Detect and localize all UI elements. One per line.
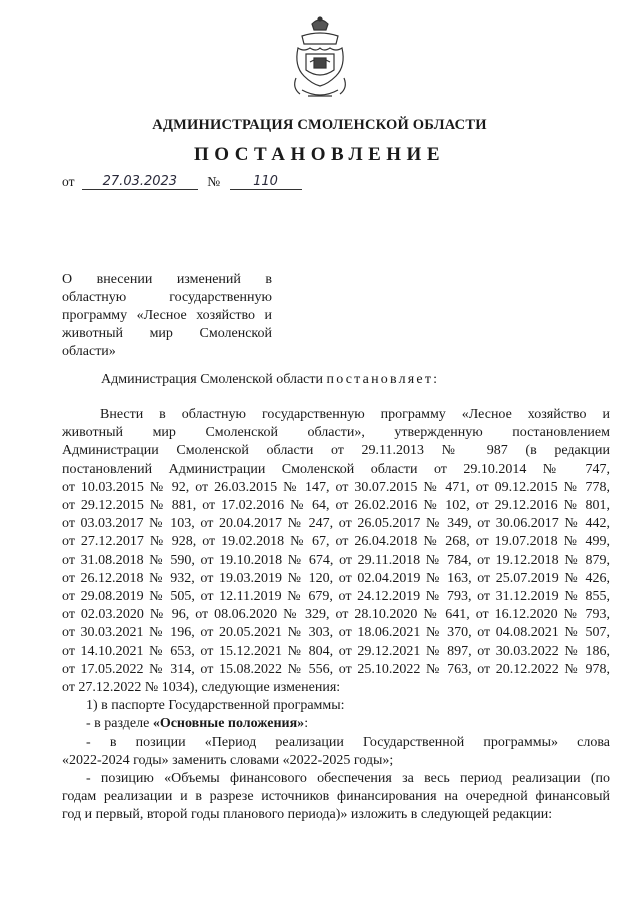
date-number-line <box>62 174 302 196</box>
body-line: от 27.12.2017 № 928, от 19.02.2018 № 67, от 26.04.2018 № 268, от 19.07.2018 № 499, <box>62 534 610 550</box>
number-value: 110 <box>230 174 302 190</box>
subject-line: программу «Лесное хозяйство и <box>62 308 272 323</box>
number-prefix: № <box>207 174 221 189</box>
body-line: от 29.08.2019 № 505, от 12.11.2019 № 679, от 24.12.2019 № 793, от 31.12.2019 № 855, <box>62 589 610 605</box>
subject-line: области» <box>62 344 116 359</box>
subject-line: животный мир Смоленской <box>62 326 272 341</box>
funding-line-2: годам реализации и в разрезе источников финансирования на очередной финансовый <box>62 789 610 805</box>
intro-decision: постановляет: <box>326 372 440 387</box>
subject-block <box>62 271 272 361</box>
section-suffix: : <box>304 716 309 732</box>
body-line-last: от 27.12.2022 № 1034), следующие изменения: <box>62 680 341 696</box>
section-name: «Основные положения» <box>152 716 305 732</box>
body-line: животный мир Смоленской области», утвержденную постановлением <box>62 425 610 441</box>
body-line: от 03.03.2017 № 103, от 20.04.2017 № 247, от 26.05.2017 № 349, от 30.06.2017 № 442, <box>62 516 610 532</box>
body-line: от 10.03.2015 № 92, от 26.03.2015 № 147, от 30.07.2015 № 471, от 09.12.2015 № 778, <box>62 479 610 495</box>
funding-line-1: - позицию «Объемы финансового обеспечения за весь период реализации (по <box>86 771 610 787</box>
document-body <box>62 406 610 825</box>
date-value: 27.03.2023 <box>82 174 198 190</box>
intro-line <box>101 372 439 388</box>
intro-text: Администрация Смоленской области <box>101 372 327 387</box>
document-type-title: ПОСТАНОВЛЕНИЕ <box>193 144 446 165</box>
body-line: от 29.12.2015 № 881, от 17.02.2016 № 64, от 26.02.2016 № 102, от 29.12.2016 № 801, <box>62 498 610 514</box>
body-line: от 17.05.2022 № 314, от 15.08.2022 № 556, от 25.10.2022 № 763, от 20.12.2022 № 978, <box>62 661 610 677</box>
date-prefix: от <box>62 174 75 189</box>
item-1: 1) в паспорте Государственной программы: <box>86 698 345 714</box>
period-line-2: «2022-2024 годы» заменить словами «2022-2025 годы»; <box>62 752 394 768</box>
body-line: от 30.03.2021 № 196, от 20.05.2021 № 303, от 18.06.2021 № 370, от 04.08.2021 № 507, <box>62 625 610 641</box>
body-line: постановлений Администрации Смоленской области от 29.10.2014 № 747, <box>62 461 610 477</box>
funding-line-3: год и первый, второй годы планового периода)» изложить в следующей редакции: <box>62 807 553 823</box>
body-line: Администрации Смоленской области от 29.11.2013 № 987 (в редакции <box>62 443 610 459</box>
section-prefix: - в разделе <box>86 716 153 732</box>
body-line: от 31.08.2018 № 590, от 19.10.2018 № 674, от 29.11.2018 № 784, от 19.12.2018 № 879, <box>62 552 610 568</box>
section-line <box>62 715 610 733</box>
body-line: от 14.10.2021 № 653, от 15.12.2021 № 804, от 29.12.2021 № 897, от 30.03.2022 № 186, <box>62 643 610 659</box>
period-line-1: - в позиции «Период реализации Государственной программы» слова <box>86 734 610 750</box>
body-line: от 26.12.2018 № 932, от 19.03.2019 № 120, от 02.04.2019 № 163, от 25.07.2019 № 426, <box>62 570 610 586</box>
body-line: Внести в областную государственную программу «Лесное хозяйство и <box>100 407 610 422</box>
coat-of-arms-emblem <box>290 14 350 102</box>
subject-line: областную государственную <box>62 290 272 305</box>
subject-line: О внесении изменений в <box>62 272 272 287</box>
organization-title: АДМИНИСТРАЦИЯ СМОЛЕНСКОЙ ОБЛАСТИ <box>152 117 487 133</box>
body-line: от 02.03.2020 № 96, от 08.06.2020 № 329, от 28.10.2020 № 641, от 16.12.2020 № 793, <box>62 607 610 623</box>
